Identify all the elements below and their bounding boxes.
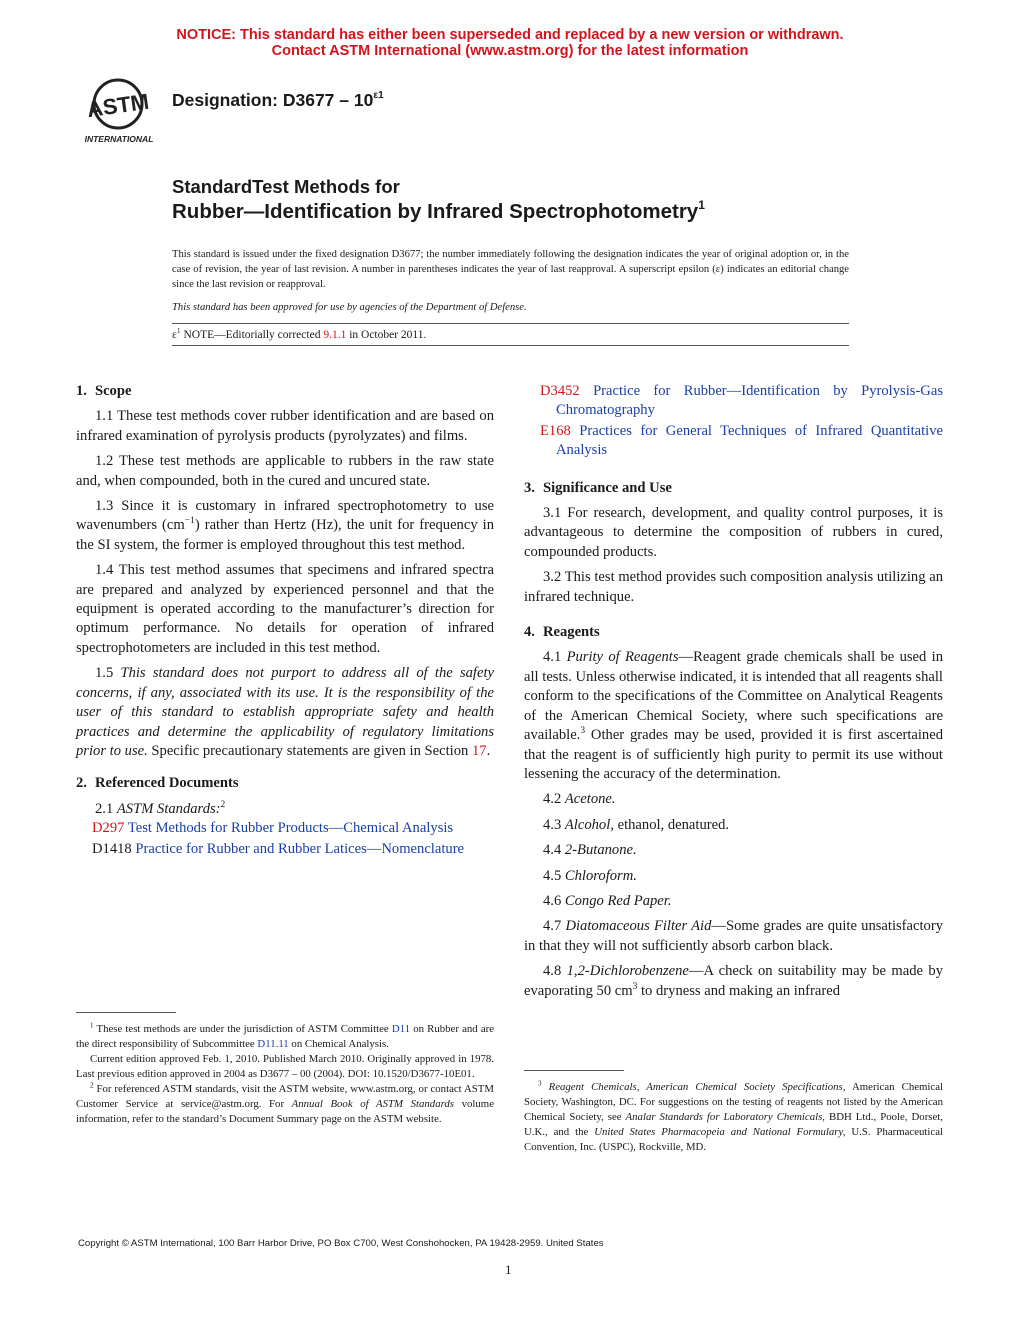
note-link[interactable]: 9.1.1: [323, 329, 347, 341]
astm-logo: [78, 76, 160, 148]
subcommittee-d11-11-link[interactable]: D11.11: [257, 1038, 289, 1050]
title-line-1: StandardTest Methods for: [172, 176, 400, 197]
copyright: Copyright © ASTM International, 100 Barr Harbor Drive, PO Box C700, West Conshohocken, PA 19428-2959. United States: [78, 1238, 604, 1249]
dod-approval: This standard has been approved for use by agencies of the Department of Defense.: [172, 302, 527, 313]
ref-d297[interactable]: D297 Test Methods for Rubber Products—Chemical Analysis: [92, 820, 454, 837]
note-text: NOTE—Editorially corrected: [180, 329, 324, 341]
designation: [172, 90, 384, 111]
para-4-5: 4.5 Chloroform.: [543, 867, 637, 884]
astm-logo-brand: ASTM: [85, 88, 151, 123]
notice-line-2: Contact ASTM International (www.astm.org) for the latest information: [271, 43, 749, 59]
footnote-rule-left: [76, 1012, 176, 1013]
para-1-5: 1.5 This standard does not purport to address all of the safety concerns, if any, associated with its use. It is the responsibility of the user of this standard to establish appropriate safety and health practices and determine the applicability of regulatory limitations prior to use. Specific precautionary statements are given in Section 17.: [76, 665, 494, 759]
committee-d11-link[interactable]: D11: [391, 1023, 411, 1035]
ref-d1418[interactable]: D1418 Practice for Rubber and Rubber Latices—Nomenclature: [92, 840, 465, 857]
section-4-heading: 4. Reagents: [524, 624, 600, 641]
note-epsilon: ε: [172, 329, 177, 341]
footnotes-right: [524, 1080, 943, 1155]
para-1-3: 1.3 Since it is customary in infrared spectrophotometry to use wavenumbers $(cm^{-1})$ rather than Hertz (Hz), the unit for frequency in the SI system, the former is employed throughout this test method.: [76, 498, 494, 553]
para-4-1: 4.1 Purity of Reagents—Reagent grade chemicals shall be used in all tests. Unless otherwise indicated, it is intended that all reagents shall conform to the specifications of the Committee on Analytical Reagents of the American Chemical Society, where such specifications are available.$^3$ Other grades may be used, provided it is first ascertained that the reagent is of sufficiently high purity to permit its use without lessening the accuracy of the determination.: [524, 649, 943, 782]
notice-line-1: NOTICE: This standard has either been superseded and replaced by a new version or withdrawn.: [176, 27, 844, 43]
para-4-8: 4.8 1,2-Dichlorobenzene—A check on suitability may be made by evaporating 50 $cm^3$ to dryness and making an infrared: [524, 963, 943, 999]
title-main: Rubber—Identification by Infrared Spectrophotometry: [172, 200, 699, 223]
title-footnote-ref: 1: [698, 198, 705, 212]
designation-label: Designation: D3677 – 10: [172, 90, 374, 110]
section-1-heading: 1. Scope: [76, 383, 132, 399]
divider-top: [172, 323, 849, 324]
note-epsilon-sup: 1: [176, 326, 181, 336]
para-1-4: 1.4 This test method assumes that specimens and infrared spectra are prepared and analyzed by experienced personnel and that the equipment is operated according to the manufacturer’s direction for optimum performance. No details for operation of infrared spectrophotometers are included in this test method.: [76, 562, 494, 656]
para-3-1: 3.1 For research, development, and quality control purposes, it is advantageous to determine the composition of rubbers in cured, compounded products.: [524, 505, 943, 560]
footnote-rule-right: [524, 1070, 624, 1071]
para-4-7: 4.7 Diatomaceous Filter Aid—Some grades are quite unsatisfactory in that they will not sufficiently absorb carbon black.: [524, 918, 944, 954]
para-3-2: 3.2 This test method provides such composition analysis utilizing an infrared technique.: [524, 569, 943, 605]
footnote-1-edition: Current edition approved Feb. 1, 2010. Published March 2010. Originally approved in 1978. Last previous edition approved in 2004 as D3677 – 00 (2004). DOI: 10.1520/D3677-10E01.: [76, 1053, 494, 1080]
para-4-4: 4.4 2-Butanone.: [543, 842, 637, 859]
section-3-heading: 3. Significance and Use: [524, 479, 672, 496]
footnote-1: $^1$ These test methods are under the jurisdiction of ASTM Committee D11 on Rubber and are the direct responsibility of Subcommittee D11.11 on Chemical Analysis.: [76, 1021, 494, 1050]
para-4-2: 4.2 Acetone.: [543, 791, 616, 808]
para-2-1: 2.1 ASTM Standards:$^2$: [95, 799, 226, 817]
para-1-2: 1.2 These test methods are applicable to rubbers in the raw state and, when compounded, both in the cured and uncured state.: [76, 453, 494, 489]
divider-bottom: [172, 345, 849, 346]
left-column: [76, 382, 494, 860]
intro-paragraph: [172, 247, 849, 292]
para-4-6: 4.6 Congo Red Paper.: [543, 892, 672, 909]
para-4-3: 4.3 Alcohol, ethanol, denatured.: [543, 816, 730, 833]
intro-text: This standard is issued under the fixed designation D3677; the number immediately following the designation indicates the year of original adoption or, in the case of revision, the year of last revision. A number in parentheses indicates the year of last reapproval. A superscript epsilon (ε) indicates an editorial change since the last revision or reapproval.: [172, 249, 849, 290]
footnote-2: $^2$ For referenced ASTM standards, visit the ASTM website, www.astm.org, or contact ASTM Customer Service at service@astm.org. For Annual Book of ASTM Standards volume information, refer to the standard’s Document Summary page on the ASTM website.: [76, 1081, 494, 1125]
footnotes-left: [76, 1022, 494, 1127]
editorial-note: [172, 326, 427, 341]
note-text-end: in October 2011.: [346, 329, 427, 341]
designation-epsilon: ε1: [373, 90, 384, 101]
ref-e168[interactable]: E168 Practices for General Techniques of Infrared Quantitative Analysis: [540, 422, 943, 459]
footnote-3: $^3$ Reagent Chemicals, American Chemical Society Specifications, American Chemical Society, Washington, DC. For suggestions on the testing of reagents not listed by the American Chemical Society, see Analar Standards for Laboratory Chemicals, BDH Ltd., Poole, Dorset, U.K., and the United States Pharmacopeia and National Formulary, U.S. Pharmaceutical Convention, Inc. (USPC), Rockville, MD.: [524, 1079, 943, 1153]
section-17-link[interactable]: 17: [471, 742, 487, 759]
ref-d3452[interactable]: D3452 Practice for Rubber—Identification by Pyrolysis-Gas Chromatography: [540, 383, 943, 419]
astm-logo-sub: INTERNATIONAL: [84, 134, 154, 144]
right-column: [524, 382, 943, 1007]
page-number: 1: [505, 1262, 512, 1277]
astm-logo-mark: [78, 76, 160, 148]
para-1-1: 1.1 These test methods cover rubber identification and are based on infrared examination of pyrolysis products (pyrolyzates) and films.: [76, 408, 494, 444]
title-line-2: [172, 200, 705, 224]
section-2-heading: 2. Referenced Documents: [76, 775, 239, 792]
